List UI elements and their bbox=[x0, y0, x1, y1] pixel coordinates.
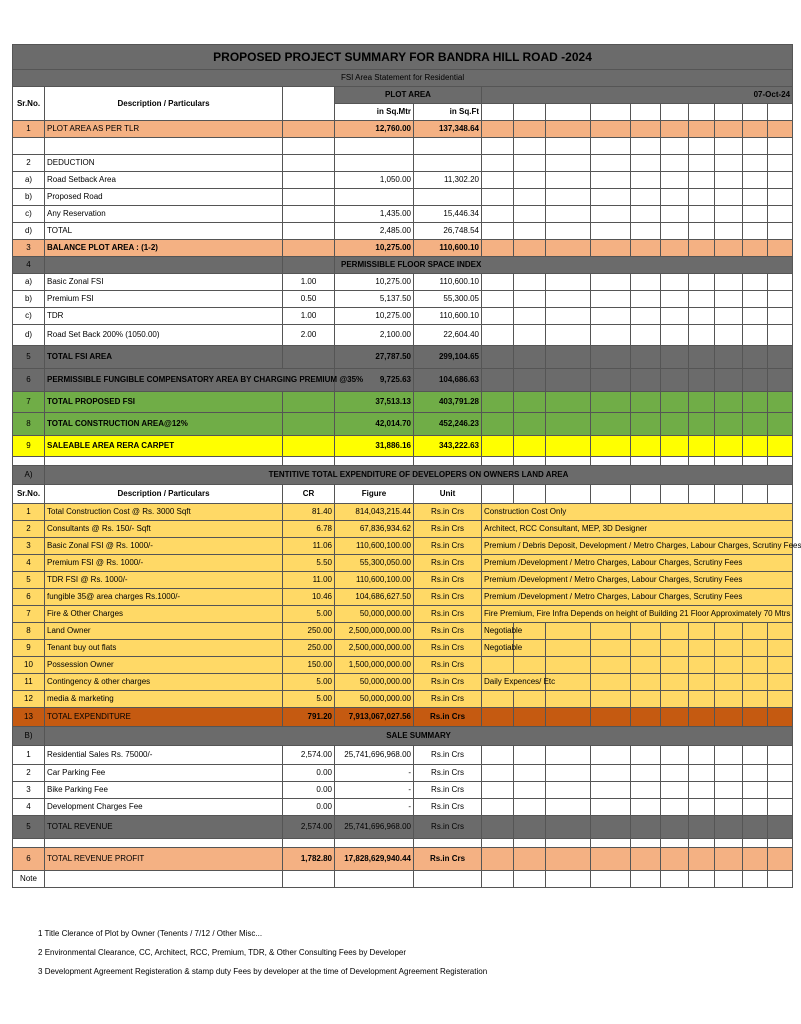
expenditure-row: 6 fungible 35@ area charges Rs.1000/- 10.46 104,686,627.50 Rs.in Crs Premium /Development / Metro Charges, Labour Charges, Scrutiny Fees bbox=[13, 589, 793, 606]
fungible-area-row: 6 PERMISSIBLE FUNGIBLE COMPENSATORY AREA BY CHARGING PREMIUM @35% 9,725.63 104,686.63 bbox=[13, 369, 793, 392]
col-header-sqft: in Sq.Ft bbox=[414, 104, 482, 121]
note-item: 1 Title Clerance of Plot by Owner (Tenents / 7/12 / Other Misc... bbox=[38, 929, 263, 938]
total-expenditure-row: 13 TOTAL EXPENDITURE 791.20 7,913,067,027.56 Rs.in Crs bbox=[13, 708, 793, 727]
sheet-title: PROPOSED PROJECT SUMMARY FOR BANDRA HILL ROAD -2024 bbox=[13, 45, 793, 70]
fsi-header-row: 4 PERMISSIBLE FLOOR SPACE INDEX bbox=[13, 257, 793, 274]
deduction-row: a) Road Setback Area 1,050.00 11,302.20 bbox=[13, 172, 793, 189]
col-header-plot-area: PLOT AREA bbox=[335, 87, 482, 104]
total-construction-area-row: 8 TOTAL CONSTRUCTION AREA@12% 42,014.70 452,246.23 bbox=[13, 413, 793, 436]
notes-list bbox=[38, 924, 487, 981]
deduction-header-row: 2 DEDUCTION bbox=[13, 155, 793, 172]
sales-row: 1 Residential Sales Rs. 75000/- 2,574.00 25,741,696,968.00 Rs.in Crs bbox=[13, 746, 793, 765]
summary-table bbox=[12, 44, 801, 888]
fsi-row: a) Basic Zonal FSI 1.00 10,275.00 110,600.10 bbox=[13, 274, 793, 291]
expenditure-row: 4 Premium FSI @ Rs. 1000/- 5.50 55,300,050.00 Rs.in Crs Premium /Development / Metro Charges, Labour Charges, Scrutiny Fees bbox=[13, 555, 793, 572]
total-fsi-row: 5 TOTAL FSI AREA 27,787.50 299,104.65 bbox=[13, 346, 793, 369]
sales-row: 4 Development Charges Fee 0.00 - Rs.in Crs bbox=[13, 799, 793, 816]
expenditure-row: 2 Consultants @ Rs. 150/- Sqft 6.78 67,836,934.62 Rs.in Crs Architect, RCC Consultant, MEP, 3D Designer bbox=[13, 521, 793, 538]
col-header-description: Description / Particulars bbox=[45, 87, 283, 121]
expenditure-section-header: A) TENTITIVE TOTAL EXPENDITURE OF DEVELOPERS ON OWNERS LAND AREA bbox=[13, 466, 793, 485]
expenditure-row: 11 Contingency & other charges 5.00 50,000,000.00 Rs.in Crs Daily Expences/ Etc bbox=[13, 674, 793, 691]
deduction-row: d) TOTAL 2,485.00 26,748.54 bbox=[13, 223, 793, 240]
sales-section-header: B) SALE SUMMARY bbox=[13, 727, 793, 746]
expenditure-row: 8 Land Owner 250.00 2,500,000,000.00 Rs.in Crs Negotiable bbox=[13, 623, 793, 640]
col-header-srno: Sr.No. bbox=[13, 87, 45, 121]
saleable-area-row: 9 SALEABLE AREA RERA CARPET 31,886.16 343,222.63 bbox=[13, 436, 793, 457]
deduction-row: b) Proposed Road bbox=[13, 189, 793, 206]
balance-plot-row: 3 BALANCE PLOT AREA : (1-2) 10,275.00 110,600.10 bbox=[13, 240, 793, 257]
note-row: Note bbox=[13, 871, 793, 888]
project-summary-sheet bbox=[12, 44, 801, 888]
expenditure-row: 3 Basic Zonal FSI @ Rs. 1000/- 11.06 110,600,100.00 Rs.in Crs Premium / Debris Deposit, Development / Metro Charges, Labour Charges, Scrutiny Fees bbox=[13, 538, 793, 555]
col-header-sqm: in Sq.Mtr bbox=[335, 104, 414, 121]
sheet-subtitle: FSI Area Statement for Residential bbox=[13, 70, 793, 87]
expenditure-row: 5 TDR FSI @ Rs. 1000/- 11.00 110,600,100.00 Rs.in Crs Premium /Development / Metro Charges, Labour Charges, Scrutiny Fees bbox=[13, 572, 793, 589]
expenditure-row: 1 Total Construction Cost @ Rs. 3000 Sqft 81.40 814,043,215.44 Rs.in Crs Construction Cost Only bbox=[13, 504, 793, 521]
fsi-row: d) Road Set Back 200% (1050.00) 2.00 2,100.00 22,604.40 bbox=[13, 325, 793, 346]
expenditure-row: 12 media & marketing 5.00 50,000,000.00 Rs.in Crs bbox=[13, 691, 793, 708]
expenditure-column-headers: Sr.No. Description / Particulars CR Figure Unit bbox=[13, 485, 793, 504]
expenditure-row: 10 Possession Owner 150.00 1,500,000,000.00 Rs.in Crs bbox=[13, 657, 793, 674]
total-proposed-fsi-row: 7 TOTAL PROPOSED FSI 37,513.13 403,791.28 bbox=[13, 392, 793, 413]
fsi-row: c) TDR 1.00 10,275.00 110,600.10 bbox=[13, 308, 793, 325]
note-item: 3 Development Agreement Registeration & stamp duty Fees by developer at the time of Development Agreement Registeration bbox=[38, 967, 488, 976]
fsi-row: b) Premium FSI 0.50 5,137.50 55,300.05 bbox=[13, 291, 793, 308]
sales-row: 2 Car Parking Fee 0.00 - Rs.in Crs bbox=[13, 765, 793, 782]
deduction-row: c) Any Reservation 1,435.00 15,446.34 bbox=[13, 206, 793, 223]
expenditure-row: 7 Fire & Other Charges 5.00 50,000,000.00 Rs.in Crs Fire Premium, Fire Infra Depends on height of Building 21 Floor Approximately 70 Mtrs bbox=[13, 606, 793, 623]
sales-row: 3 Bike Parking Fee 0.00 - Rs.in Crs bbox=[13, 782, 793, 799]
plot-area-row: 1 PLOT AREA AS PER TLR 12,760.00 137,348.64 bbox=[13, 121, 793, 138]
total-revenue-row: 5 TOTAL REVENUE 2,574.00 25,741,696,968.00 Rs.in Crs bbox=[13, 816, 793, 839]
expenditure-row: 9 Tenant buy out flats 250.00 2,500,000,000.00 Rs.in Crs Negotiable bbox=[13, 640, 793, 657]
total-revenue-profit-row: 6 TOTAL REVENUE PROFIT 1,782.80 17,828,629,940.44 Rs.in Crs bbox=[13, 848, 793, 871]
report-date: 07-Oct-24 bbox=[482, 87, 793, 104]
note-item: 2 Environmental Clearance, CC, Architect, RCC, Premium, TDR, & Other Consulting Fees by Developer bbox=[38, 948, 407, 957]
